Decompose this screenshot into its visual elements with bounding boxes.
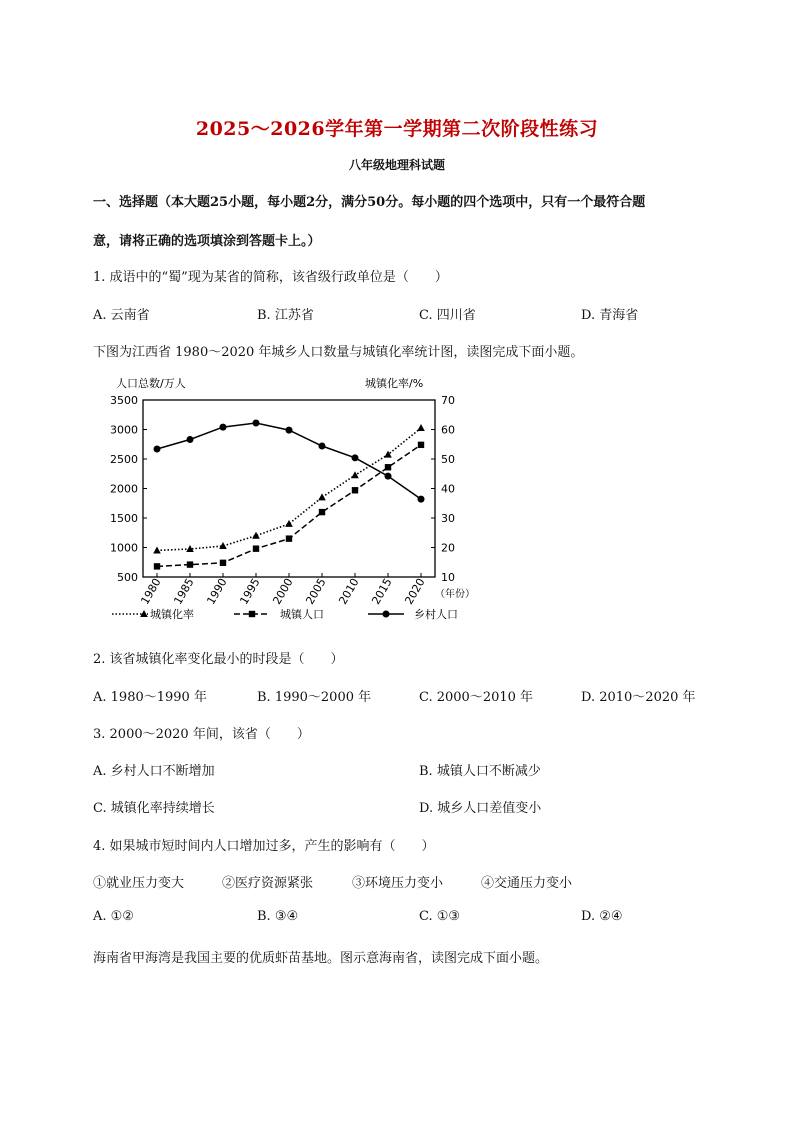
legend-label-1: 城镇化率 (150, 608, 194, 621)
y-right-tick-label: 40 (441, 482, 455, 496)
series-line-1 (157, 428, 421, 550)
series-3-point (286, 427, 293, 434)
x-tick-label: 2005 (303, 576, 329, 607)
x-axis-unit: （年份） (435, 589, 475, 600)
series-2-point (187, 561, 193, 567)
page-title: 2025～2026学年第一学期第二次阶段性练习 (195, 118, 599, 140)
series-2-point (319, 509, 325, 515)
question-4-option-b: B. ③④ (257, 909, 299, 924)
question-3-option-b: B. 城镇人口不断减少 (419, 764, 541, 779)
question-1-option-a: A. 云南省 (93, 308, 150, 323)
y-left-tick-label: 3500 (110, 394, 138, 407)
x-tick-label: 2015 (369, 576, 395, 607)
question-3-option-d: D. 城乡人口差值变小 (419, 801, 542, 816)
series-2-point (418, 442, 424, 448)
y-right-tick-label: 70 (441, 394, 455, 407)
series-3-point (385, 473, 392, 480)
question-2-option-a: A. 1980～1990 年 (93, 690, 207, 705)
map-intro: 海南省甲海湾是我国主要的优质虾苗基地。图示意海南省，读图完成下面小题。 (93, 951, 549, 966)
x-tick-label: 1985 (171, 576, 197, 607)
series-line-3 (157, 423, 421, 499)
question-4-item-2: ②医疗资源紧张 (222, 876, 314, 891)
y-left-tick-label: 2500 (110, 453, 138, 466)
series-2-point (220, 560, 226, 566)
y-right-tick-label: 60 (441, 423, 455, 437)
legend-marker-2 (249, 611, 255, 617)
section-instruction-line1: 一、选择题（本大题25小题，每小题2分，满分50分。每小题的四个选项中，只有一个最符合题 (93, 195, 646, 210)
x-tick-label: 1990 (204, 576, 230, 607)
question-4-stem: 4. 如果城市短时间内人口增加过多，产生的影响有（ ） (93, 839, 435, 854)
series-1-point (417, 424, 425, 431)
population-chart (100, 368, 480, 630)
question-4-option-d: D. ②④ (581, 909, 623, 924)
series-2-point (352, 487, 358, 493)
series-1-point (285, 520, 293, 527)
question-2-option-d: D. 2010～2020 年 (581, 690, 696, 705)
y-right-tick-label: 30 (441, 512, 455, 525)
question-1-option-d: D. 青海省 (581, 308, 639, 323)
series-1-point (384, 451, 392, 458)
question-1-option-c: C. 四川省 (419, 308, 476, 323)
y-right-tick-label: 50 (441, 453, 455, 466)
series-2-point (385, 464, 391, 470)
x-tick-label: 2000 (270, 576, 296, 607)
question-3-stem: 3. 2000～2020 年间，该省（ ） (93, 727, 310, 742)
series-3-point (253, 420, 260, 427)
series-1-point (252, 532, 260, 539)
question-2-stem: 2. 该省城镇化率变化最小的时段是（ ） (93, 652, 344, 667)
series-3-point (220, 424, 227, 431)
y-left-tick-label: 3000 (110, 423, 138, 437)
series-1-point (351, 471, 359, 478)
section-instruction-line2: 意，请将正确的选项填涂到答题卡上。） (93, 234, 321, 249)
series-1-point (318, 493, 326, 500)
question-3-option-c: C. 城镇化率持续增长 (93, 801, 215, 816)
legend-label-3: 乡村人口 (414, 608, 458, 621)
question-3-option-a: A. 乡村人口不断增加 (93, 764, 215, 779)
series-2-point (154, 563, 160, 569)
series-3-point (319, 443, 326, 450)
y-left-tick-label: 500 (117, 571, 138, 584)
question-2-option-c: C. 2000～2010 年 (419, 690, 534, 705)
series-3-point (418, 496, 425, 503)
series-2-point (286, 535, 292, 541)
question-1-option-b: B. 江苏省 (257, 308, 314, 323)
x-tick-label: 1995 (237, 576, 263, 607)
question-4-option-a: A. ①② (93, 909, 134, 924)
series-1-point (153, 546, 161, 553)
x-tick-label: 1980 (138, 576, 164, 607)
question-2-option-b: B. 1990～2000 年 (257, 690, 372, 705)
series-3-point (187, 436, 194, 443)
y-left-tick-label: 1000 (110, 541, 138, 555)
y-left-tick-label: 2000 (110, 482, 138, 496)
x-tick-label: 2010 (336, 576, 362, 607)
question-1-stem: 1. 成语中的“蜀”现为某省的简称，该省级行政单位是（ ） (93, 270, 448, 285)
question-4-option-c: C. ①③ (419, 909, 461, 924)
legend-marker-3 (383, 611, 390, 618)
x-tick-label: 2020 (402, 576, 428, 607)
question-4-item-3: ③环境压力变小 (352, 876, 444, 891)
y-right-tick-label: 20 (441, 541, 455, 555)
page-subtitle: 八年级地理科试题 (348, 158, 445, 172)
legend-label-2: 城镇人口 (280, 608, 324, 621)
question-4-item-4: ④交通压力变小 (481, 876, 573, 891)
plot-frame (143, 400, 435, 577)
y-right-axis-label: 城镇化率/% (365, 377, 424, 390)
chart-intro: 下图为江西省 1980～2020 年城乡人口数量与城镇化率统计图，读图完成下面小题。 (93, 345, 584, 360)
series-3-point (154, 445, 161, 452)
y-left-tick-label: 1500 (110, 512, 138, 525)
question-4-item-1: ①就业压力变大 (93, 876, 185, 891)
series-2-point (253, 545, 259, 551)
series-3-point (352, 454, 359, 461)
y-right-tick-label: 10 (441, 571, 455, 584)
y-left-axis-label: 人口总数/万人 (116, 377, 186, 390)
